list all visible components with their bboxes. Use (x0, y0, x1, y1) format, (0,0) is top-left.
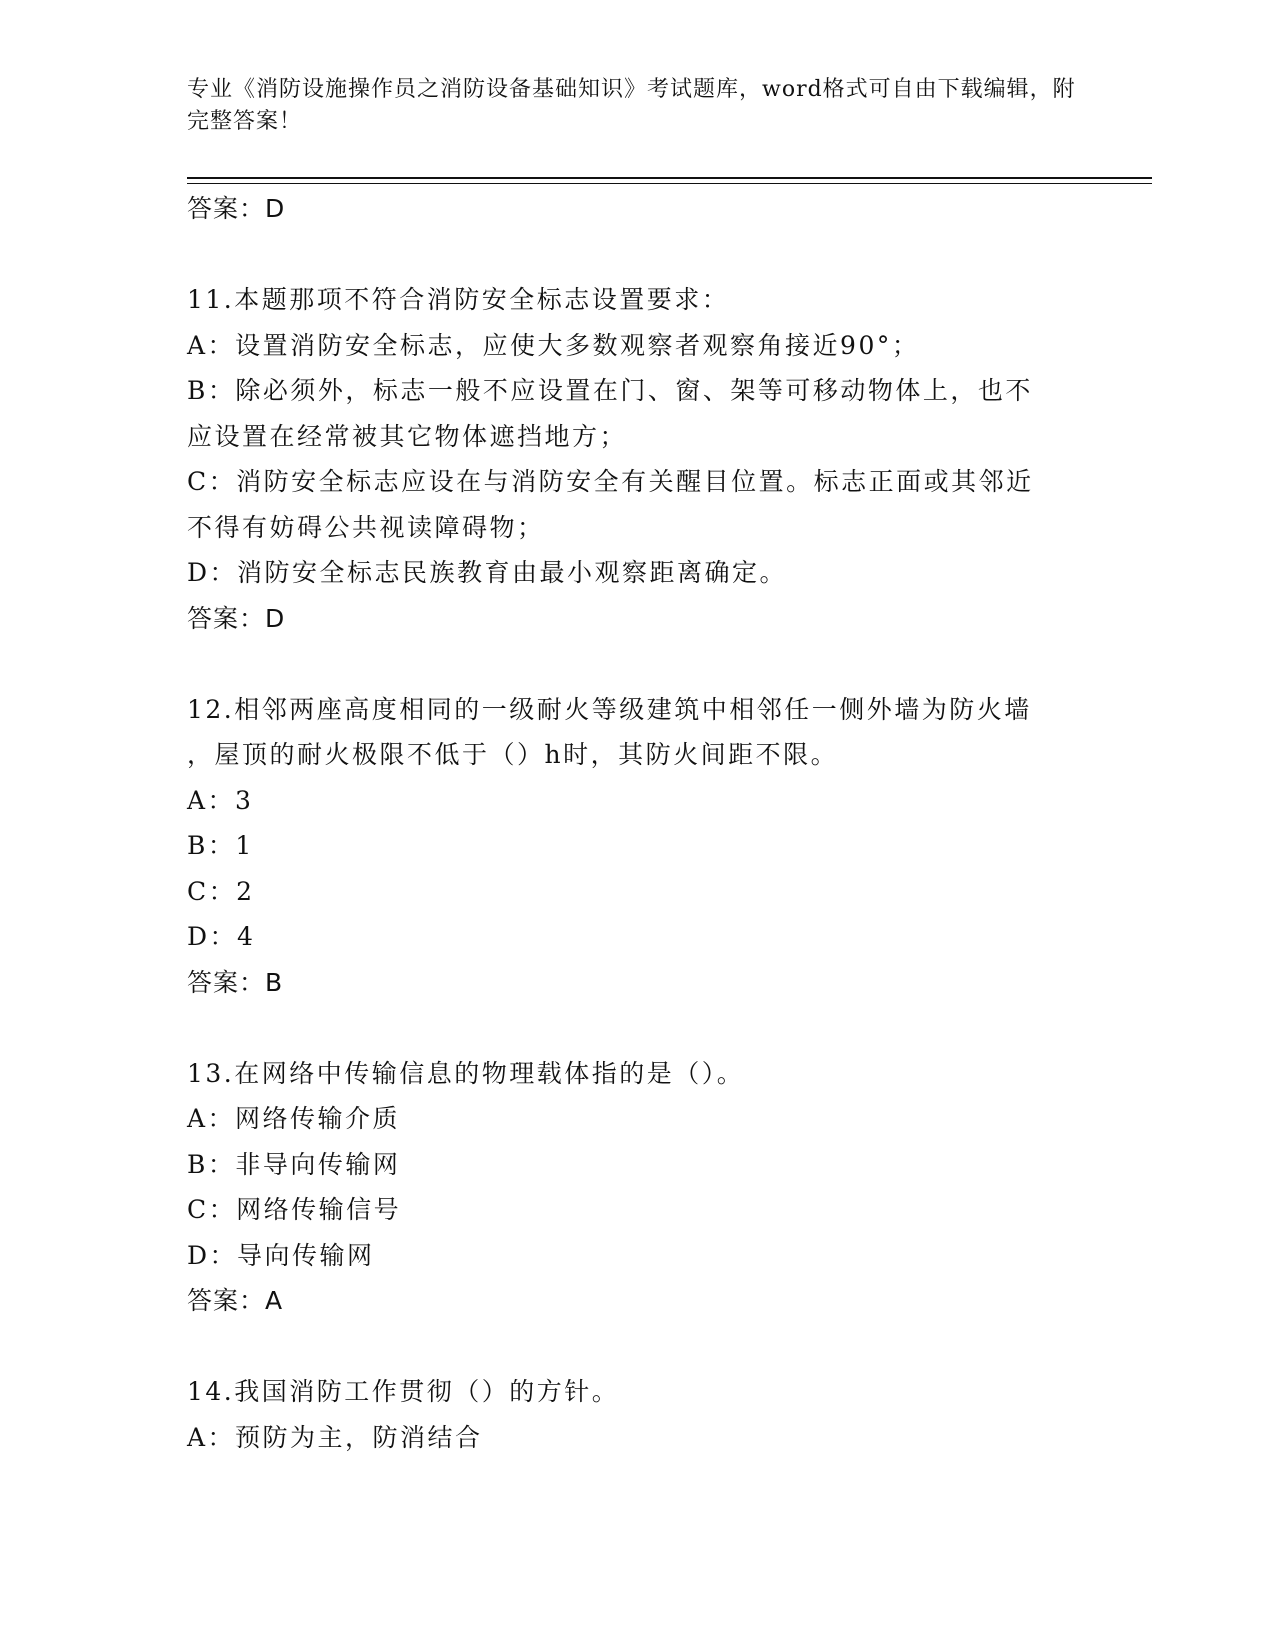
question-block (187, 277, 1077, 641)
question-block (187, 1051, 1077, 1324)
option-d: D：4 (187, 922, 256, 951)
option-d: D：消防安全标志民族教育由最小观察距离确定。 (187, 558, 788, 587)
spacer (187, 1005, 1077, 1051)
header-rule-thin (187, 183, 1152, 184)
option-a: A：设置消防安全标志，应使大多数观察者观察角接近90°； (187, 330, 920, 360)
spacer (187, 641, 1077, 687)
option-b: B：非导向传输网 (187, 1149, 401, 1179)
answer-line: 答案：D (187, 603, 286, 633)
question-list (187, 186, 1077, 1460)
header-rule-thick (187, 177, 1152, 179)
option-b: B：1 (187, 831, 254, 860)
option-c-continued: 不得有妨碍公共视读障碍物； (187, 512, 545, 542)
question-stem: 11.本题那项不符合消防安全标志设置要求： (187, 285, 730, 314)
question-block (187, 687, 1077, 1006)
question-stem: 13.在网络中传输信息的物理载体指的是（）。 (187, 1058, 745, 1088)
option-b: B：除必须外，标志一般不应设置在门、窗、架等可移动物体上，也不 (187, 376, 1033, 405)
question-stem: 12.相邻两座高度相同的一级耐火等级建筑中相邻任一侧外墙为防火墙 (187, 694, 1032, 724)
option-c: C：网络传输信号 (187, 1195, 402, 1224)
option-c: C：2 (187, 876, 255, 906)
answer-line: 答案：B (187, 967, 284, 997)
answer-line: 答案：A (187, 1286, 284, 1315)
answer-line: 答案：D (187, 194, 286, 223)
question-block (187, 1369, 1077, 1460)
spacer (187, 232, 1077, 278)
option-a: A：网络传输介质 (187, 1104, 401, 1133)
option-d: D：导向传输网 (187, 1240, 375, 1270)
spacer (187, 1324, 1077, 1370)
option-a: A：3 (187, 785, 254, 815)
question-stem-continued: ，屋顶的耐火极限不低于（）h时，其防火间距不限。 (187, 740, 839, 769)
option-c: C：消防安全标志应设在与消防安全有关醒目位置。标志正面或其邻近 (187, 467, 1034, 496)
option-a: A：预防为主，防消结合 (187, 1422, 483, 1452)
option-b-continued: 应设置在经常被其它物体遮挡地方； (187, 421, 628, 451)
question-stem: 14.我国消防工作贯彻（）的方针。 (187, 1377, 620, 1406)
document-header: 专业《消防设施操作员之消防设备基础知识》考试题库，word格式可自由下载编辑，附完整答案！ (187, 77, 1076, 134)
